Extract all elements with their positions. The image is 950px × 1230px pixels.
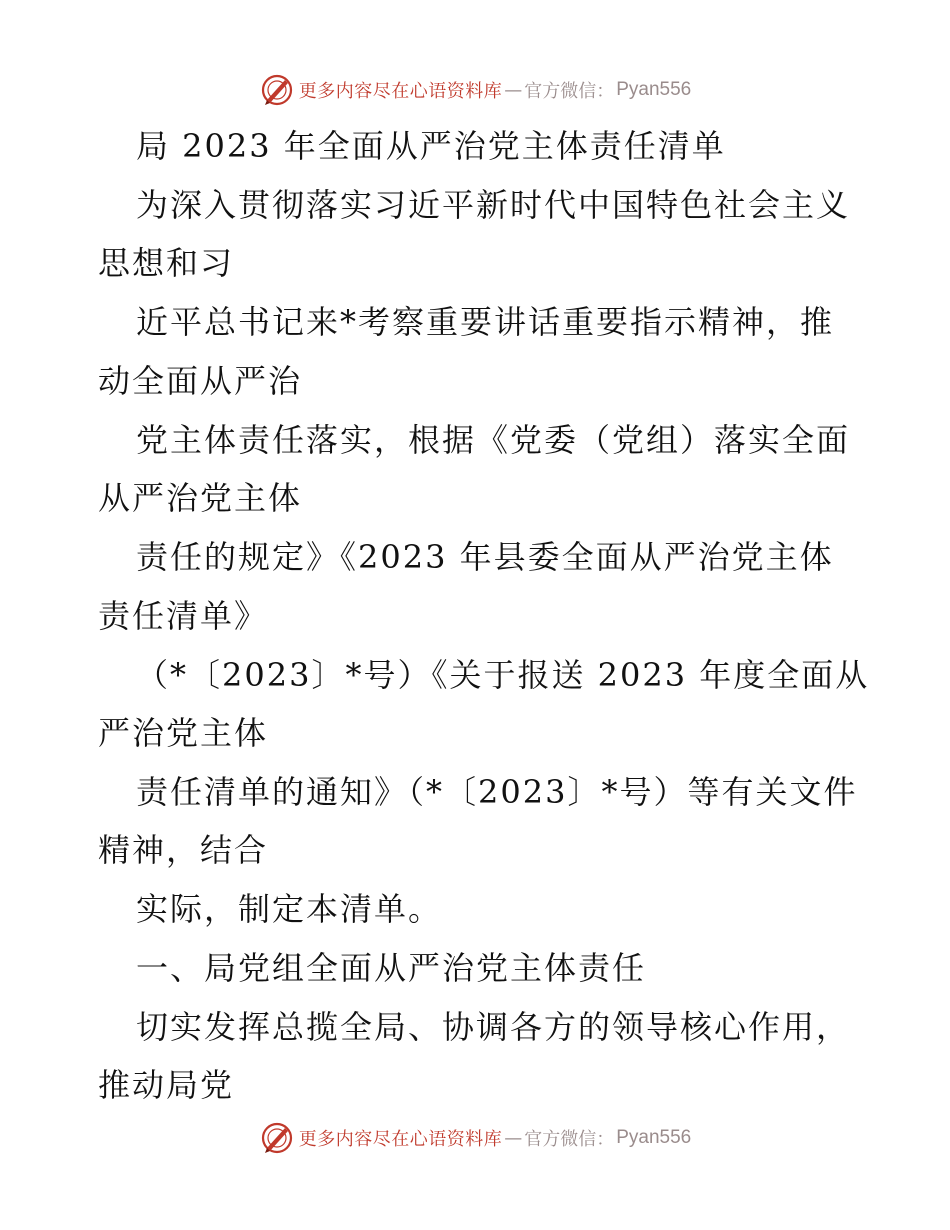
watermark-wechat-handle: Pyan556 <box>616 1127 692 1148</box>
paragraph-line: 思想和习 <box>98 244 235 282</box>
paragraph-line: 为深入贯彻落实习近平新时代中国特色社会主义 <box>136 186 851 224</box>
paragraph-line: 实际，制定本清单。 <box>136 890 443 928</box>
paragraph-line: 严治党主体 <box>98 714 269 752</box>
watermark-wechat-handle: Pyan556 <box>616 79 692 100</box>
watermark-text: 更多内容尽在心语资料库 <box>298 81 503 102</box>
pen-circle-logo-icon <box>259 1120 295 1156</box>
watermark-wechat-label: 官方微信： <box>524 1129 615 1150</box>
paragraph-line: 近平总书记来*考察重要讲话重要指示精神，推 <box>136 303 835 341</box>
header-watermark <box>0 70 950 110</box>
paragraph-line: 动全面从严治 <box>98 362 303 400</box>
section-heading: 一、局党组全面从严治党主体责任 <box>136 949 647 987</box>
paragraph-line: （*〔2023〕*号）《关于报送 2023 年度全面从 <box>136 656 870 694</box>
document-title: 局 2023 年全面从严治党主体责任清单 <box>136 127 726 165</box>
watermark-text: 更多内容尽在心语资料库 <box>298 1129 503 1150</box>
paragraph-line: 从严治党主体 <box>98 479 303 517</box>
paragraph-line: 责任的规定》《2023 年县委全面从严治党主体 <box>136 538 834 576</box>
paragraph-line: 精神，结合 <box>98 831 269 869</box>
pen-circle-logo-icon <box>259 72 295 108</box>
paragraph-line: 切实发挥总揽全局、协调各方的领导核心作用， <box>136 1008 851 1046</box>
paragraph-line: 党主体责任落实，根据《党委（党组）落实全面 <box>136 421 851 459</box>
paragraph-line: 责任清单》 <box>98 597 269 635</box>
watermark-wechat-label: 官方微信： <box>524 81 615 102</box>
paragraph-line: 推动局党 <box>98 1066 235 1104</box>
watermark-separator: — <box>504 1127 523 1149</box>
footer-watermark <box>0 1118 950 1158</box>
watermark-separator: — <box>504 79 523 101</box>
paragraph-line: 责任清单的通知》（*〔2023〕*号）等有关文件 <box>136 773 858 811</box>
